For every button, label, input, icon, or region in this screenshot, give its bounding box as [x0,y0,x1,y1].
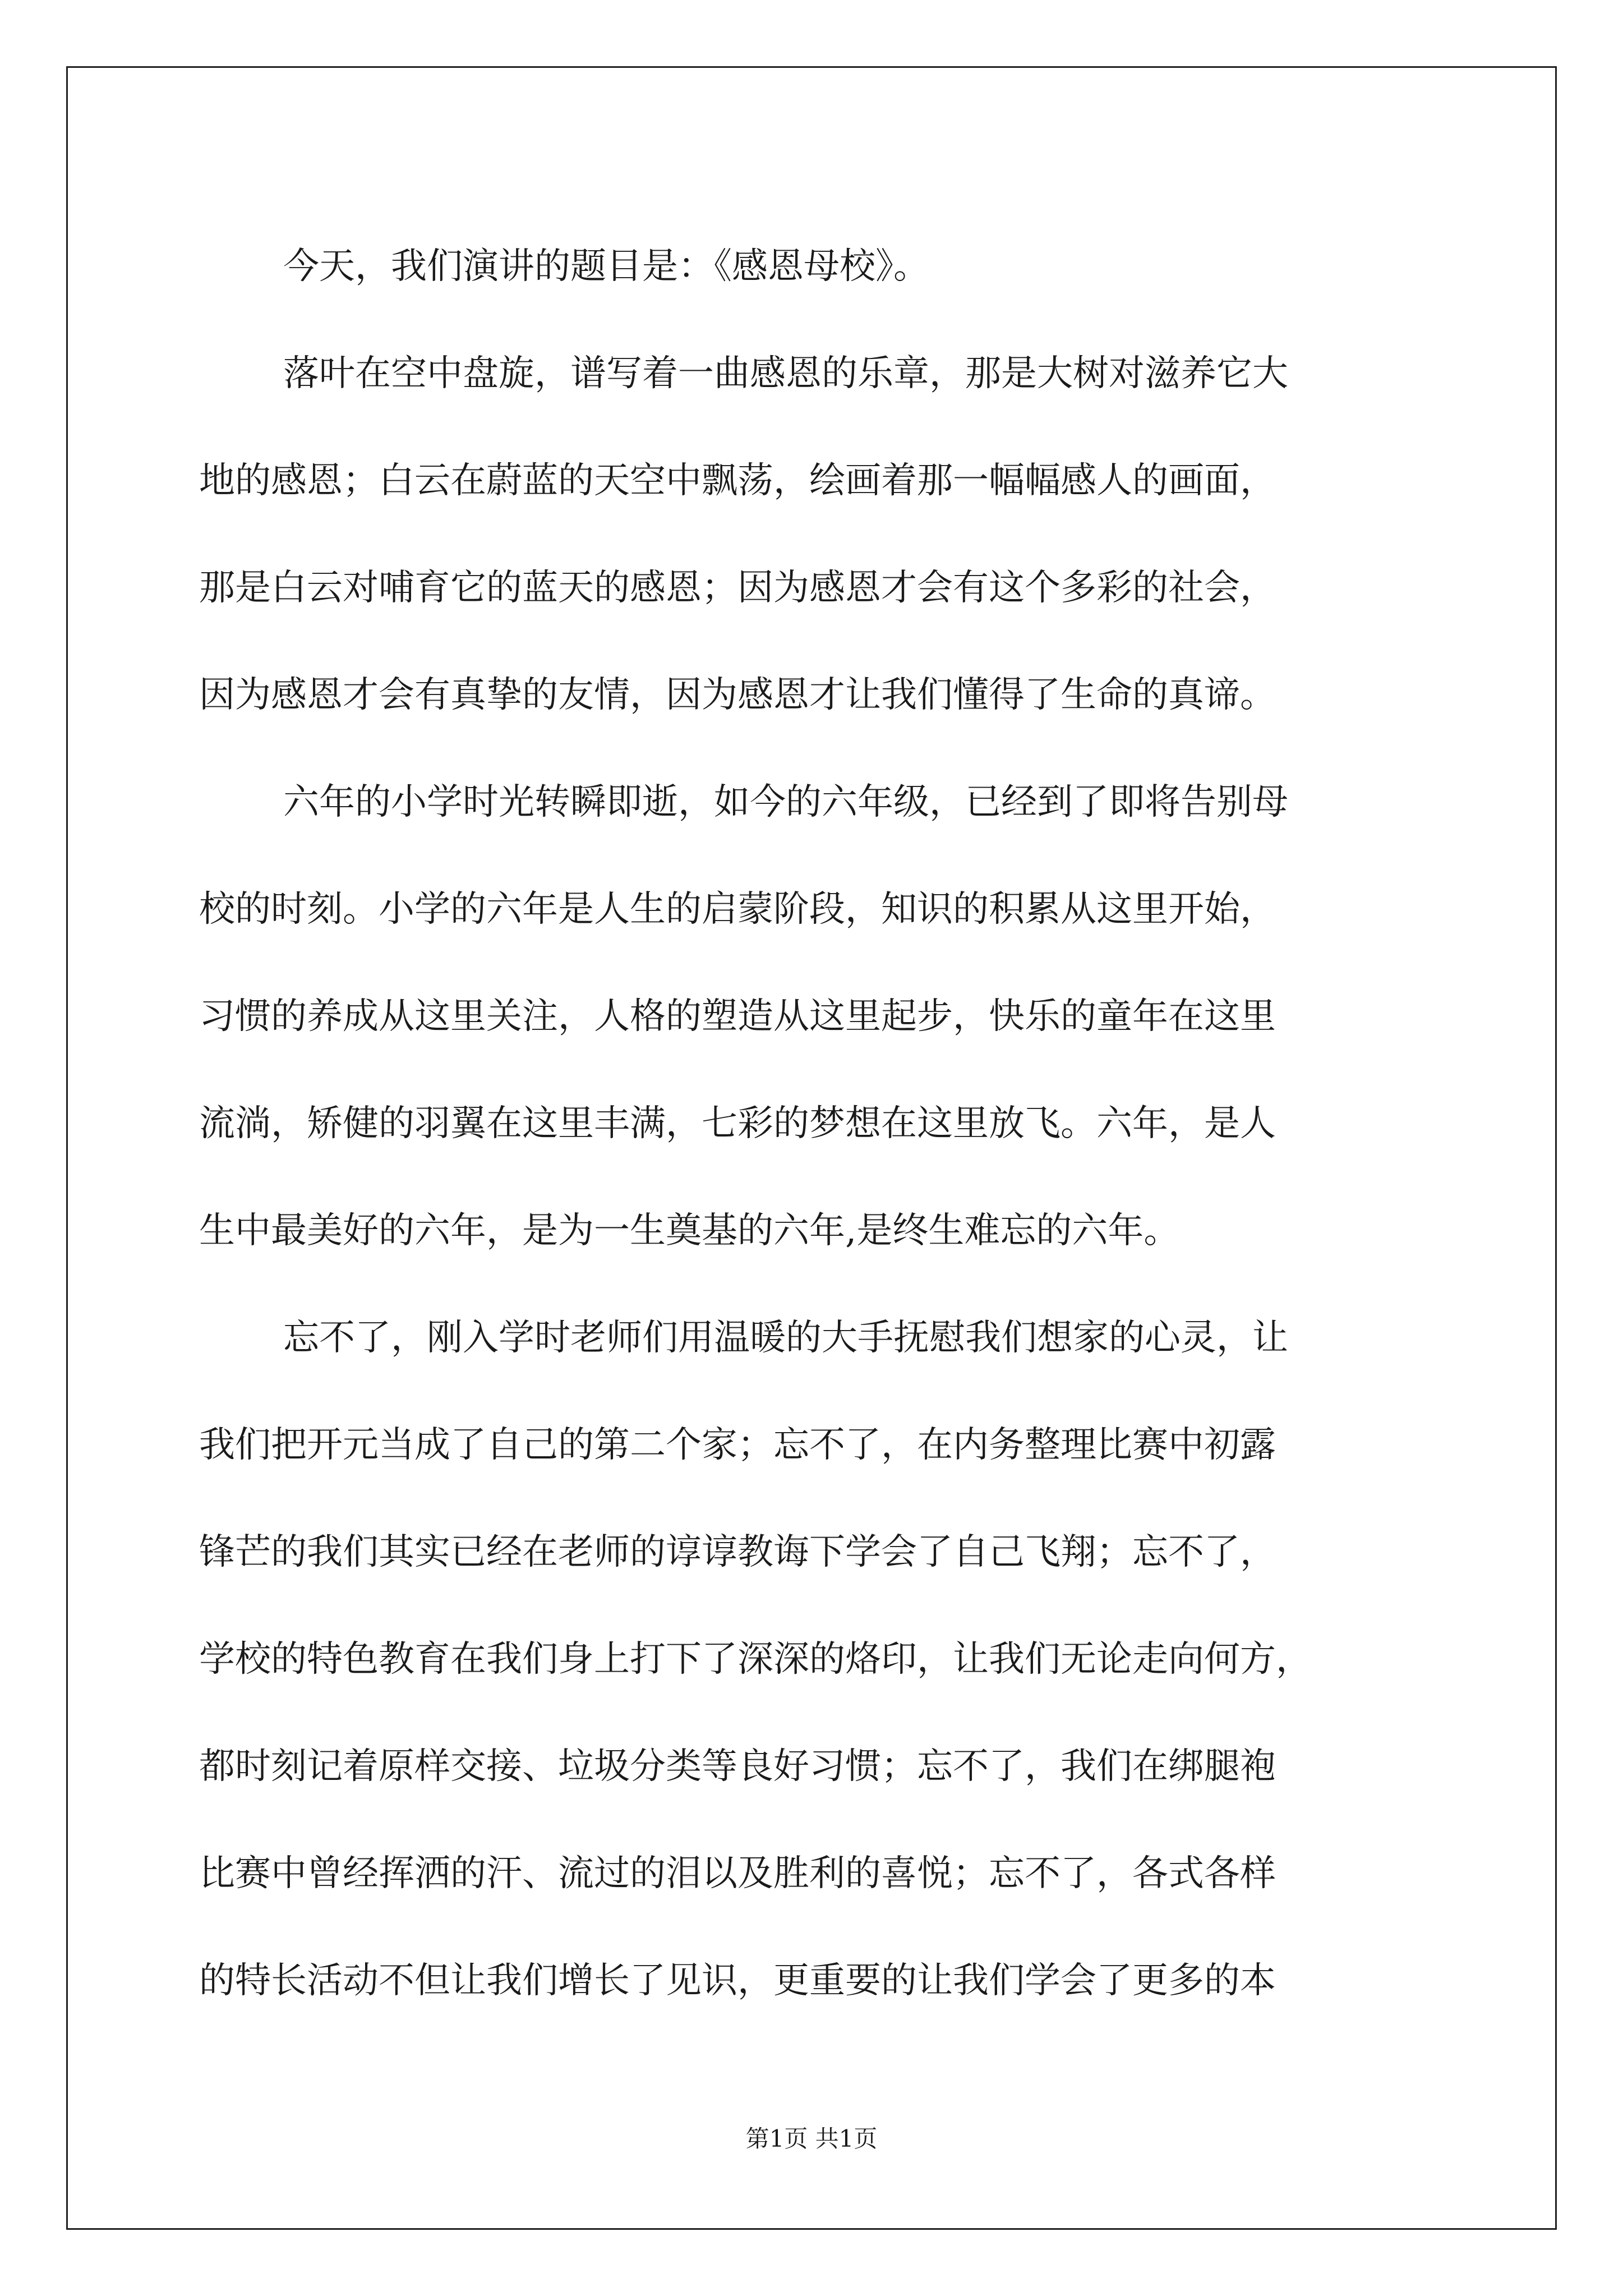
paragraph-line: 那是白云对哺育它的蓝天的感恩；因为感恩才会有这个多彩的社会， [199,567,1276,609]
paragraph-line: 校的时刻。小学的六年是人生的启蒙阶段，知识的积累从这里开始， [199,889,1276,930]
paragraph-line: 今天，我们演讲的题目是：《感恩母校》。 [283,246,929,287]
paragraph-line: 习惯的养成从这里关注，人格的塑造从这里起步，快乐的童年在这里 [199,996,1276,1037]
paragraph-line: 落叶在空中盘旋，谱写着一曲感恩的乐章，那是大树对滋养它大 [283,353,1288,394]
paragraph-line: 忘不了，刚入学时老师们用温暖的大手抚慰我们想家的心灵，让 [283,1317,1288,1359]
paragraph-line: 生中最美好的六年，是为一生奠基的六年,是终生难忘的六年。 [199,1210,1180,1251]
paragraph-line: 流淌，矫健的羽翼在这里丰满，七彩的梦想在这里放飞。六年，是人 [199,1103,1276,1144]
paragraph-line: 六年的小学时光转瞬即逝，如今的六年级，已经到了即将告别母 [283,781,1288,823]
paragraph-line: 因为感恩才会有真挚的友情，因为感恩才让我们懂得了生命的真谛。 [199,674,1276,716]
document-body [199,213,1455,2035]
paragraph-line: 学校的特色教育在我们身上打下了深深的烙印，让我们无论走向何方， [199,1639,1312,1680]
page-number-footer: 第1页 共1页 [745,2125,878,2152]
paragraph-line: 我们把开元当成了自己的第二个家；忘不了，在内务整理比赛中初露 [199,1424,1276,1466]
paragraph-line: 的特长活动不但让我们增长了见识，更重要的让我们学会了更多的本 [199,1960,1276,2001]
paragraph-line: 比赛中曾经挥洒的汗、流过的泪以及胜利的喜悦；忘不了，各式各样 [199,1853,1276,1894]
paragraph-line: 地的感恩；白云在蔚蓝的天空中飘荡，绘画着那一幅幅感人的画面， [199,460,1276,501]
paragraph-line: 都时刻记着原样交接、垃圾分类等良好习惯；忘不了，我们在绑腿袍 [199,1746,1276,1787]
paragraph-line: 锋芒的我们其实已经在老师的谆谆教诲下学会了自己飞翔；忘不了， [199,1531,1276,1573]
